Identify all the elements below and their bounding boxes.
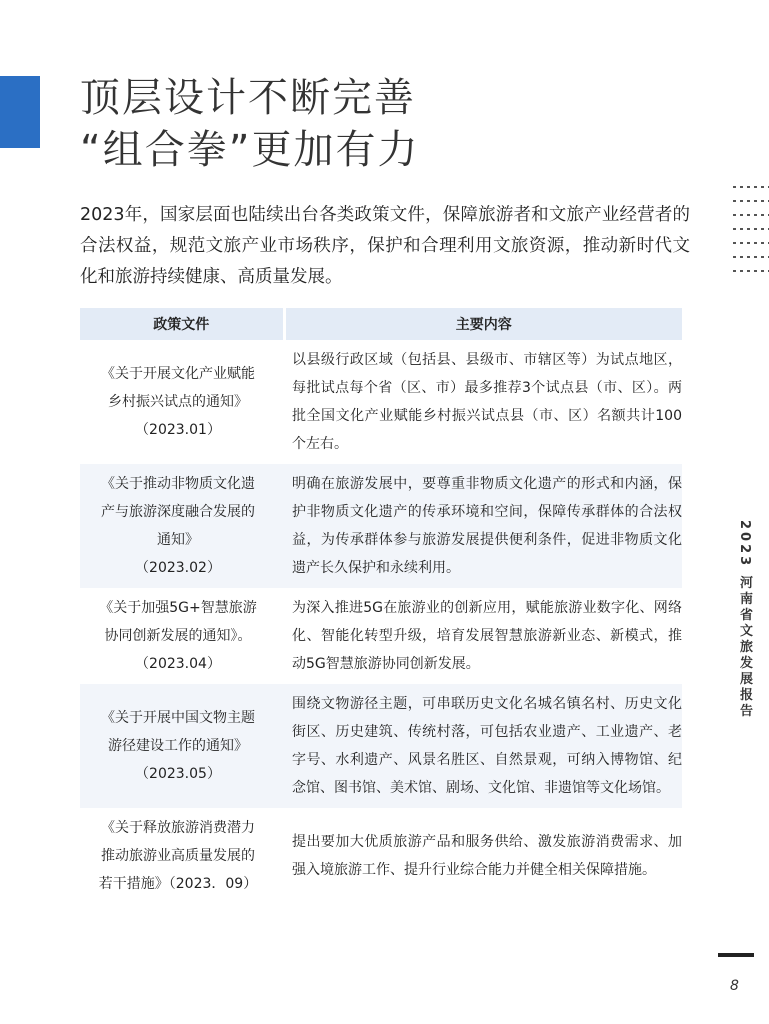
policy-document-cell [80,464,284,588]
policy-content-cell: 明确在旅游发展中，要尊重非物质文化遗产的形式和内涵，保护非物质文化遗产的传承环境和空间，保障传承群体的合法权益，为传承群体参与旅游发展提供便利条件，促进非物质文化遗产长久保护和永续利用。 [284,464,682,588]
doc-line: 《关于开展文化产业赋能 [101,366,255,382]
doc-line: 协同创新发展的通知》。 [104,628,252,644]
doc-date: （2023.01） [135,422,221,438]
side-dash-line [733,200,769,202]
report-side-label: 2023 河南省文旅发展报告 [737,520,752,720]
table-row [80,684,682,808]
table-row [80,808,682,904]
doc-date: （2023.02） [135,560,221,576]
table-header-row [80,308,682,340]
side-dash-line [733,228,769,230]
table-row [80,588,682,684]
title-line-2: “组合拳”更加有力 [80,127,420,173]
policy-document-cell [80,340,284,464]
doc-line: 乡村振兴试点的通知》 [108,394,248,410]
doc-line: 游径建设工作的通知》 [108,738,248,754]
side-dash-line [733,270,769,272]
policy-table [80,308,682,904]
policy-content-cell: 围绕文物游径主题，可串联历史文化名城名镇名村、历史文化街区、历史建筑、传统村落，可包括农业遗产、工业遗产、老字号、水利遗产、风景名胜区、自然景观，可纳入博物馆、纪念馆、图书馆、美术馆、剧场、文化馆、非遗馆等文化场馆。 [284,684,682,808]
doc-line: 《关于加强5G+智慧旅游 [99,600,257,616]
side-dash-line [733,256,769,258]
policy-document-cell [80,684,284,808]
side-dash-line [733,214,769,216]
header-policy-document: 政策文件 [80,308,284,340]
table-row [80,340,682,464]
side-dash-line [733,186,769,188]
intro-paragraph: 2023年，国家层面也陆续出台各类政策文件，保障旅游者和文旅产业经营者的合法权益，规范文旅产业市场秩序，保护和合理利用文旅资源，推动新时代文化和旅游持续健康、高质量发展。 [80,205,690,287]
policy-content-cell: 为深入推进5G在旅游业的创新应用，赋能旅游业数字化、网络化、智能化转型升级，培育发展智慧旅游新业态、新模式，推动5G智慧旅游协同创新发展。 [292,600,682,672]
doc-line: 《关于推动非物质文化遗 [101,476,255,492]
page-number-rule [718,953,754,957]
doc-line: 通知》 [157,532,199,548]
doc-date: 若干措施》（2023．09） [98,876,258,892]
policy-document-cell [80,808,284,904]
policy-document-cell [80,588,284,684]
table-row [80,464,682,588]
doc-line: 产与旅游深度融合发展的 [101,504,255,520]
title-line-1: 顶层设计不断完善 [80,75,416,121]
page-title [80,72,419,176]
policy-content-cell: 以县级行政区域（包括县、县级市、市辖区等）为试点地区，每批试点每个省（区、市）最多推荐3个试点县（市、区）。两批全国文化产业赋能乡村振兴试点县（市、区）名额共计100个左右。 [292,352,682,452]
doc-line: 《关于释放旅游消费潜力 [101,820,255,836]
side-dash-line [733,242,769,244]
header-main-content: 主要内容 [284,308,682,340]
doc-line: 《关于开展中国文物主题 [101,710,255,726]
policy-content-cell: 提出要加大优质旅游产品和服务供给、激发旅游消费需求、加强入境旅游工作、提升行业综合能力并健全相关保障措施。 [292,834,682,878]
page-number: 8 [730,978,739,994]
accent-bar [0,76,40,148]
doc-date: （2023.04） [135,656,221,672]
doc-line: 推动旅游业高质量发展的 [101,848,255,864]
doc-date: （2023.05） [135,766,221,782]
